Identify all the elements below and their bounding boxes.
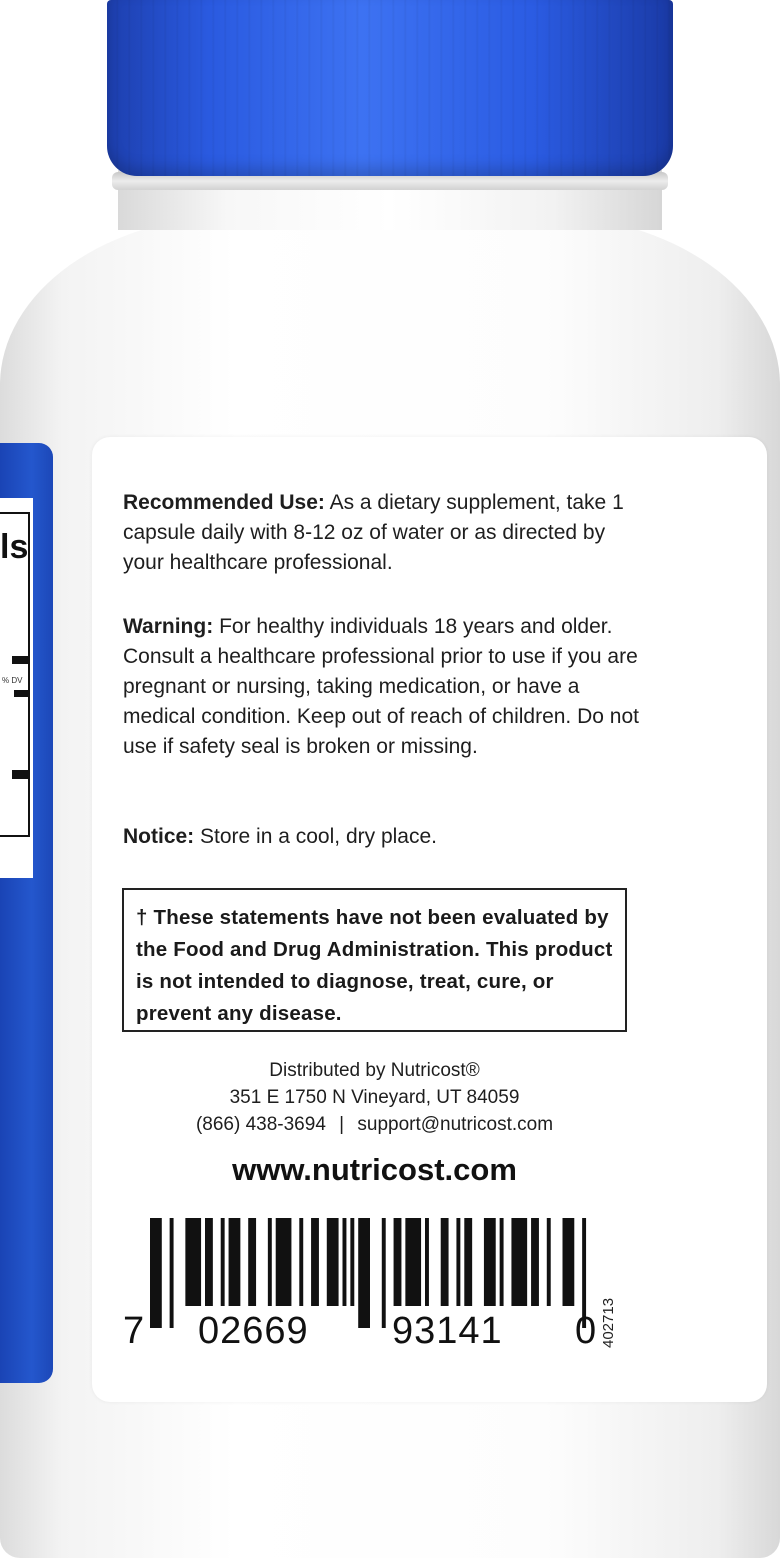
barcode-bar xyxy=(425,1218,429,1306)
barcode-bar xyxy=(405,1218,421,1306)
address-line: 351 E 1750 N Vineyard, UT 84059 xyxy=(229,1087,520,1108)
barcode-bar xyxy=(464,1218,472,1306)
barcode-bar xyxy=(441,1218,449,1306)
recommended-use-paragraph xyxy=(123,488,643,578)
recommended-use-heading: Recommended Use: xyxy=(123,491,325,514)
recommended-use-text: As a dietary supplement, take 1 capsule daily with 8-12 oz of water or as directed by your healthcare professional. xyxy=(123,491,624,574)
barcode-bar xyxy=(563,1218,575,1306)
side-rule xyxy=(14,690,28,697)
distributor-line: Distributed by Nutricost® xyxy=(269,1060,480,1081)
side-heading-fragment: ls xyxy=(0,528,29,566)
barcode-bar xyxy=(382,1218,386,1328)
side-dv-text: % DV xyxy=(2,676,23,685)
side-rule xyxy=(12,656,30,664)
barcode-bar xyxy=(531,1218,539,1306)
notice-heading: Notice: xyxy=(123,825,195,848)
fda-disclaimer-box: † These statements have not been evaluated by the Food and Drug Administration. This product is not intended to diagnose, treat, cure, or prevent any disease. xyxy=(122,888,627,1032)
warning-text: For healthy individuals 18 years and older. Consult a healthcare professional prior to use if you are pregnant or nursing, taking medication, or have a medical condition. Keep out of reach of children. Do not use if safety seal is broken or missing. xyxy=(123,615,639,758)
barcode-bar xyxy=(248,1218,256,1306)
barcode-bar xyxy=(205,1218,213,1306)
side-rule xyxy=(12,770,28,779)
barcode-bar xyxy=(358,1218,370,1328)
notice-text: Store in a cool, dry place. xyxy=(200,825,437,848)
barcode-bar xyxy=(268,1218,272,1306)
support-email: support@nutricost.com xyxy=(357,1114,554,1135)
barcode-bar xyxy=(350,1218,354,1306)
barcode-bar xyxy=(327,1218,339,1306)
lot-code: 402713 xyxy=(600,1297,617,1348)
website-url: www.nutricost.com xyxy=(232,1152,517,1187)
barcode-bar xyxy=(221,1218,225,1306)
barcode-bar xyxy=(229,1218,241,1306)
barcode-bar xyxy=(511,1218,527,1306)
barcode-bar xyxy=(170,1218,174,1328)
barcode-bar xyxy=(394,1218,402,1306)
notice-paragraph xyxy=(123,822,643,852)
barcode-bar xyxy=(547,1218,551,1306)
barcode-bar xyxy=(500,1218,504,1306)
barcode-first-digit: 7 xyxy=(123,1310,145,1352)
contact-separator: | xyxy=(339,1114,345,1135)
barcode-bar xyxy=(276,1218,292,1306)
contact-line xyxy=(122,1110,627,1140)
barcode-bar xyxy=(185,1218,201,1306)
warning-heading: Warning: xyxy=(123,615,214,638)
barcode-bar xyxy=(484,1218,496,1306)
barcode-bar xyxy=(299,1218,303,1306)
barcode-check-digit: 0 xyxy=(575,1310,597,1352)
barcode-right-group: 93141 xyxy=(392,1310,503,1352)
warning-paragraph xyxy=(123,612,643,762)
barcode-left-group: 02669 xyxy=(198,1310,309,1352)
barcode-bar xyxy=(343,1218,347,1306)
barcode-bar xyxy=(311,1218,319,1306)
cap-ridges xyxy=(107,0,673,176)
barcode-bar xyxy=(150,1218,162,1328)
barcode-bar xyxy=(456,1218,460,1306)
phone-number: (866) 438-3694 xyxy=(195,1114,326,1135)
